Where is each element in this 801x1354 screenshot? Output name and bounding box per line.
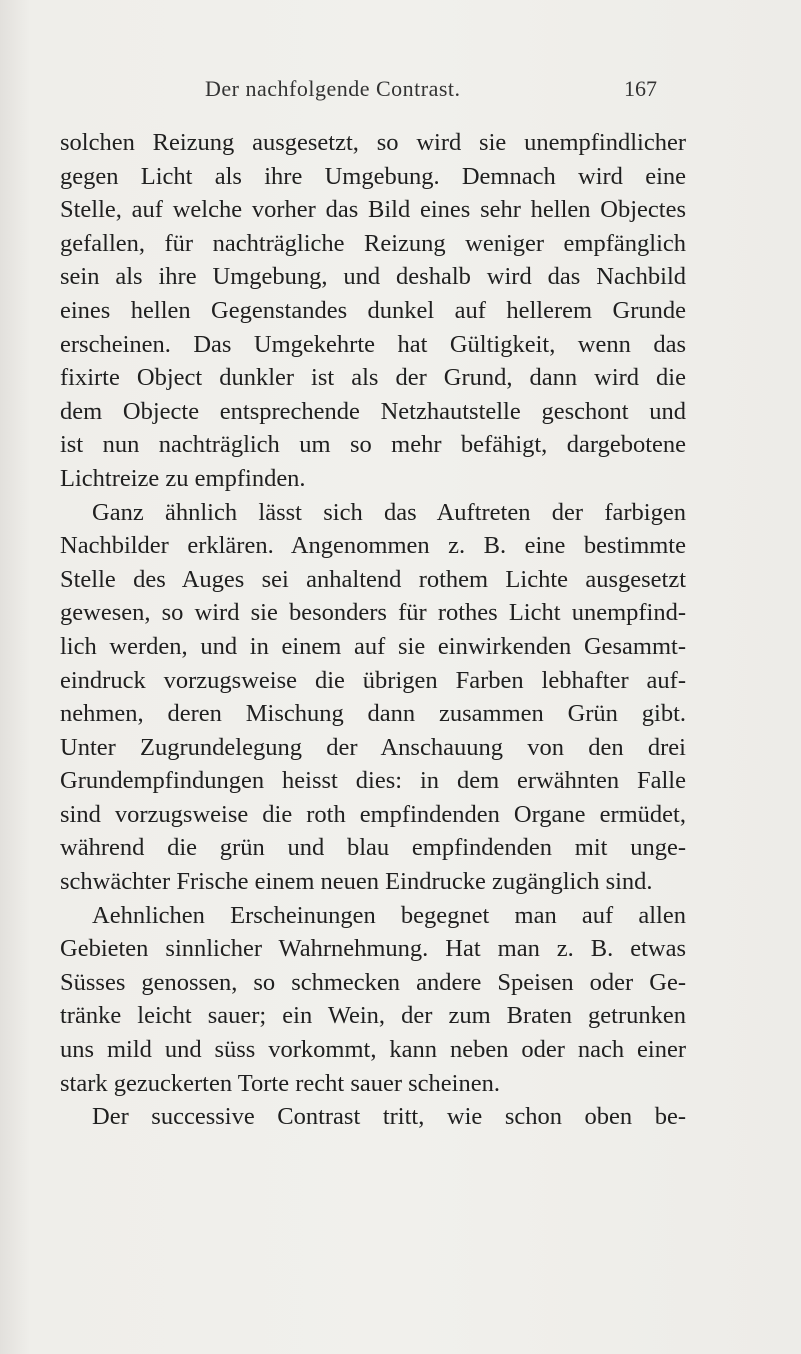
text-line: eindruck vorzugsweise die übrigen Farben lebhafter auf-: [60, 666, 686, 694]
page-header: [0, 76, 801, 112]
text-line: solchen Reizung ausgesetzt, so wird sie unempfindlicher: [60, 129, 686, 156]
paragraph-start-line: Ganz ähnlich lässt sich das Auftreten der farbigen: [92, 498, 686, 526]
text-line: lich werden, und in einem auf sie einwirkenden Gesammt-: [60, 632, 686, 660]
text-line: Stelle des Auges sei anhaltend rothem Lichte ausgesetzt: [60, 565, 686, 593]
text-line: tränke leicht sauer; ein Wein, der zum Braten getrunken: [60, 1002, 686, 1030]
body-text: [60, 126, 686, 1134]
text-line: erscheinen. Das Umgekehrte hat Gültigkeit, wenn das: [60, 330, 686, 358]
text-line: fixirte Object dunkler ist als der Grund, dann wird die: [60, 364, 686, 392]
paragraph-start-line: Aehnlichen Erscheinungen begegnet man auf allen: [92, 901, 686, 929]
text-line: gefallen, für nachträgliche Reizung weniger empfänglich: [60, 229, 686, 257]
text-line: eines hellen Gegenstandes dunkel auf hellerem Grunde: [60, 296, 686, 324]
text-line: stark gezuckerten Torte recht sauer scheinen.: [60, 1069, 500, 1097]
text-line: Süsses genossen, so schmecken andere Speisen oder Ge-: [60, 968, 686, 996]
running-title: Der nachfolgende Contrast.: [205, 76, 461, 101]
text-line: Unter Zugrundelegung der Anschauung von den drei: [60, 733, 686, 761]
text-line: Stelle, auf welche vorher das Bild eines sehr hellen Objectes: [60, 196, 686, 224]
text-line: Nachbilder erklären. Angenommen z. B. eine bestimmte: [60, 532, 686, 560]
text-line: uns mild und süss vorkommt, kann neben oder nach einer: [60, 1036, 686, 1064]
text-line: nehmen, deren Mischung dann zusammen Grün gibt.: [60, 700, 686, 728]
text-line: Grundempfindungen heisst dies: in dem erwähnten Falle: [60, 767, 686, 795]
text-line: ist nun nachträglich um so mehr befähigt, dargebotene: [60, 431, 686, 459]
text-line: gegen Licht als ihre Umgebung. Demnach wird eine: [60, 162, 686, 190]
text-line: schwächter Frische einem neuen Eindrucke zugänglich sind.: [60, 868, 653, 896]
text-line: während die grün und blau empfindenden mit unge-: [60, 834, 686, 862]
text-line: Lichtreize zu empfinden.: [60, 464, 306, 492]
text-line: dem Objecte entsprechende Netzhautstelle geschont und: [60, 397, 686, 425]
page-number: 167: [624, 76, 657, 101]
text-line: sind vorzugsweise die roth empfindenden Organe ermüdet,: [60, 800, 686, 828]
paragraph-start-line: Der successive Contrast tritt, wie schon oben be-: [92, 1103, 686, 1131]
text-line: Gebieten sinnlicher Wahrnehmung. Hat man z. B. etwas: [60, 935, 686, 963]
text-line: sein als ihre Umgebung, und deshalb wird das Nachbild: [60, 263, 686, 291]
text-line: gewesen, so wird sie besonders für rothes Licht unempfind-: [60, 599, 686, 627]
